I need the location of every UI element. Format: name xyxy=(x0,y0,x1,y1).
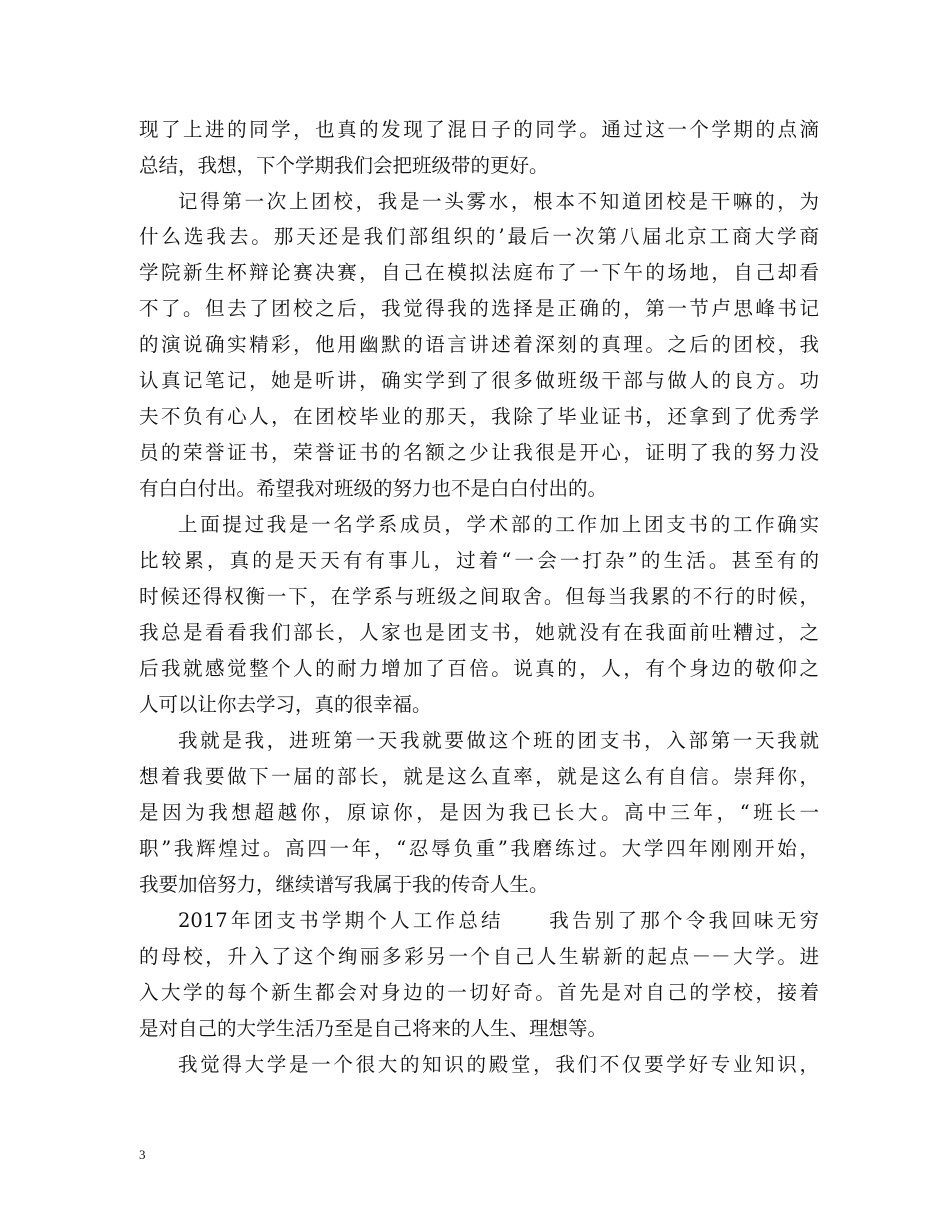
text-line: 认真记笔记，她是听讲，确实学到了很多做班级干部与做人的良方。功 xyxy=(139,369,819,392)
paragraph-first-line: 我觉得大学是一个很大的知识的殿堂，我们不仅要学好专业知识， xyxy=(178,1053,819,1076)
text-line: 时候还得权衡一下，在学系与班级之间取舍。但每当我累的不行的时候， xyxy=(139,585,819,608)
text-line: 什么选我去。那天还是我们部组织的’最后一次第八届北京工商大学商 xyxy=(139,225,819,248)
text-line: 有白白付出。希望我对班级的努力也不是白白付出的。 xyxy=(139,477,608,500)
paragraph-first-line: 记得第一次上团校，我是一头雾水，根本不知道团校是干嘛的，为 xyxy=(178,190,819,213)
paragraph-first-line: 2017年团支书学期个人工作总结 我告别了那个令我回味无穷 xyxy=(178,909,819,932)
text-line: 职”我辉煌过。高四一年，“忍辱负重”我磨练过。大学四年刚刚开始， xyxy=(139,837,819,860)
text-line: 不了。但去了团校之后，我觉得我的选择是正确的，第一节卢思峰书记 xyxy=(139,297,819,320)
paragraph-first-line: 我就是我，进班第一天我就要做这个班的团支书，入部第一天我就 xyxy=(178,729,819,752)
text-line: 是因为我想超越你，原谅你，是因为我已长大。高中三年，“班长一 xyxy=(139,801,819,824)
text-line: 员的荣誉证书，荣誉证书的名额之少让我很是开心，证明了我的努力没 xyxy=(139,441,819,464)
text-line: 我总是看看我们部长，人家也是团支书，她就没有在我面前吐糟过，之 xyxy=(139,621,819,644)
text-line: 现了上进的同学，也真的发现了混日子的同学。通过这一个学期的点滴 xyxy=(139,118,819,141)
text-line: 想着我要做下一届的部长，就是这么直率，就是这么有自信。崇拜你， xyxy=(139,765,819,788)
text-line: 学院新生杯辩论赛决赛，自己在模拟法庭布了一下午的场地，自己却看 xyxy=(139,261,819,284)
text-line: 是对自己的大学生活乃至是自己将来的人生、理想等。 xyxy=(139,1017,608,1040)
page-number: 3 xyxy=(139,1147,146,1162)
text-line: 的母校，升入了这个绚丽多彩另一个自己人生崭新的起点－－大学。进 xyxy=(139,945,819,968)
text-line: 入大学的每个新生都会对身边的一切好奇。首先是对自己的学校，接着 xyxy=(139,981,819,1004)
paragraph-first-line: 上面提过我是一名学系成员，学术部的工作加上团支书的工作确实 xyxy=(178,513,819,536)
text-line: 总结，我想，下个学期我们会把班级带的更好。 xyxy=(139,154,549,177)
text-line: 人可以让你去学习，真的很幸福。 xyxy=(139,693,432,716)
text-line: 夫不负有心人，在团校毕业的那天，我除了毕业证书，还拿到了优秀学 xyxy=(139,405,819,428)
text-line: 的演说确实精彩，他用幽默的语言讲述着深刻的真理。之后的团校，我 xyxy=(139,333,819,356)
text-line: 后我就感觉整个人的耐力增加了百倍。说真的，人，有个身边的敬仰之 xyxy=(139,657,819,680)
text-line: 我要加倍努力，继续谱写我属于我的传奇人生。 xyxy=(139,873,549,896)
text-line: 比较累，真的是天天有有事儿，过着“一会一打杂”的生活。甚至有的 xyxy=(139,549,819,572)
